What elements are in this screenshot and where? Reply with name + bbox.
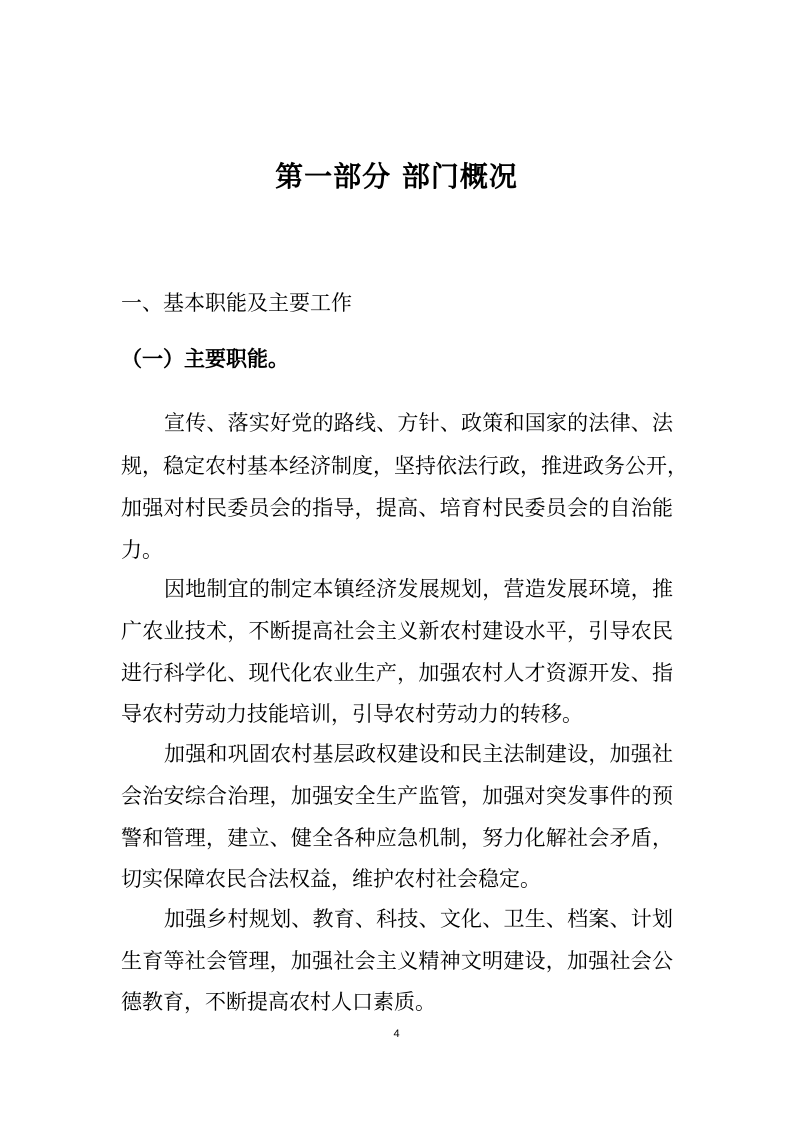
subsection-heading: （一）主要职能。 bbox=[121, 347, 289, 371]
paragraph-3-line-2: 会治安综合治理，加强安全生产监管，加强对突发事件的预 bbox=[121, 784, 673, 808]
paragraph-1-line-2: 规，稳定农村基本经济制度，坚持依法行政，推进政务公开， bbox=[121, 454, 688, 478]
paragraph-4-line-2: 生育等社会管理，加强社会主义精神文明建设，加强社会公 bbox=[121, 949, 673, 973]
paragraph-2-line-3: 进行科学化、现代化农业生产，加强农村人才资源开发、指 bbox=[121, 661, 673, 685]
paragraph-4-line-1: 加强乡村规划、教育、科技、文化、卫生、档案、计划 bbox=[164, 907, 673, 931]
paragraph-1-line-1: 宣传、落实好党的路线、方针、政策和国家的法律、法 bbox=[164, 411, 673, 435]
paragraph-1-line-4: 力。 bbox=[121, 538, 163, 562]
page-number: 4 bbox=[393, 1028, 400, 1040]
paragraph-2-line-4: 导农村劳动力技能培训，引导农村劳动力的转移。 bbox=[121, 702, 583, 726]
paragraph-2-line-1: 因地制宜的制定本镇经济发展规划，营造发展环境，推 bbox=[164, 577, 673, 601]
section-heading: 一、基本职能及主要工作 bbox=[121, 291, 352, 315]
paragraph-3-line-4: 切实保障农民合法权益，维护农村社会稳定。 bbox=[121, 867, 541, 891]
paragraph-1-line-3: 加强对村民委员会的指导，提高、培育村民委员会的自治能 bbox=[121, 496, 673, 520]
page-title: 第一部分 部门概况 bbox=[275, 160, 518, 193]
paragraph-3-line-3: 警和管理，建立、健全各种应急机制，努力化解社会矛盾， bbox=[121, 826, 673, 850]
paragraph-2-line-2: 广农业技术，不断提高社会主义新农村建设水平，引导农民 bbox=[121, 619, 673, 643]
paragraph-4-line-3: 德教育，不断提高农村人口素质。 bbox=[121, 990, 436, 1014]
paragraph-3-line-1: 加强和巩固农村基层政权建设和民主法制建设，加强社 bbox=[164, 742, 673, 766]
